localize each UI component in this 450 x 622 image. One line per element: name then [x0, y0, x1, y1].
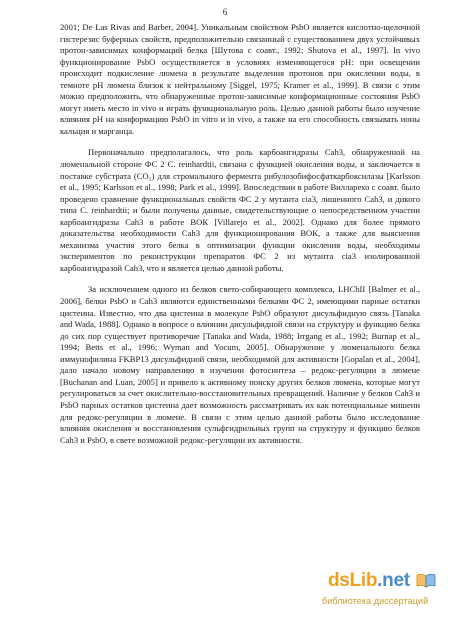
paragraph-1: 2001; De Las Rivas and Barber, 2004]. Уникальным свойством PsbO является кислотно-щелочной гистерезис буферных свойств, предположительно связанный с существованием двух устойчивых протон-зависимых конформаций белка [Шутова с соавт., 1992; Shutova et al., 1997]. In vivo функционирование PsbO осуществляется в условиях изменяющегося pH: при освещении происходит подкисление люмена в результате выделения протонов при окислении воды, в темноте pH люмена близок к нейтральному [Siggel, 1975; Kramer et al., 1999]. В связи с этим можно предположить, что обнаруженные протон-зависимые конформационные состояния PsbO могут иметь место in vivo и играть функциональную роль. Целью данной работы было изучение влияния pH на конформацию PsbO in vitro и in vivo, а также на его способность связывать ионы кальция и марганца.: [60, 22, 420, 136]
document-body: [60, 22, 420, 449]
watermark-caption: библиотека диссертаций: [322, 596, 429, 606]
watermark-logo-domain: .net: [377, 570, 410, 591]
watermark-logo: [328, 570, 410, 592]
open-book-icon: [416, 572, 436, 588]
dslib-watermark[interactable]: [322, 570, 444, 616]
paragraph-2: Первоначально предполагалось, что роль карбоангидразы Cah3, обнаруженной на люменальной стороне ФС 2 C. reinhardtii, связана с функцией окисления воды, и заключается в поставке субстрата (CO₂) для стромального фермента рибулозобифосфаткарбоксилазы [Karlsson et al., 1995; Karlsson et al., 1998; Park et al., 1999]. Впоследствии в работе Вилларехо с соавт. было проведено сравнение функциональных свойств ФС 2 у мутанта cia3, лишенного Cah3, и дикого типа C. reinhardtii; и были получены данные, свидетельствующие о непосредственном участии карбоангидразы Cah3 в работе ВОК [Villarejo et al., 2002]. Однако для более прямого доказательства необходимости Cah3 для функционирования ВОК, а также для выяснения механизма участия этого белка в оптимизации функции окисления воды, необходимы экспериментов по реконструкции препаратов ФС 2 из мутанта cia3 изолированной карбоангидразой Cah3, что и является целью данной работы.: [60, 147, 420, 273]
page-number: 6: [222, 7, 228, 17]
paragraph-3: За исключением одного из белков свето-собирающего комплекса, LHCbII [Balmer et al., 2006], белки PsbO и Cah3 являются единственными белками ФС 2, имеющими парные остатки цистеина. Известно, что два цистеина в молекуле PsbO образуют дисульфидную связь [Tanaka and Wada, 1988]. Однако в вопросе о влиянии дисульфидной связи на структуру и функцию белка до сих пор существует противоречие [Tanaka and Wada, 1988; Irrgang et al., 1992; Burnap et al., 1994; Betts et al., 1996; Wyman and Yocum, 2005]. Обнаружение у люменального белка иммунофилина FKBP13 дисульфидной связи, необходимой для активности [Gopalan et al., 2004], дало начало новому направлению в изучении фотосинтеза – редокс-регуляции в люмене [Buchanan and Luan, 2005] и привело к активному поиску других белков люмена, которые могут регулироваться за счет окислительно-восстановительных превращений. Наличие у белков Cah3 и PsbO парных остатков цистеина дает возможность рассматривать их как потенциальные мишени для редокс-регуляции в люмене. В связи с этим целью данной работы было исследование влияния окисления и восстановления сульфгидрильных групп на структуру и функцию белков Cah3 и PsbO, в свете возможной редокс-регуляции их активности.: [60, 284, 420, 445]
watermark-logo-text: dsLib: [328, 570, 378, 591]
